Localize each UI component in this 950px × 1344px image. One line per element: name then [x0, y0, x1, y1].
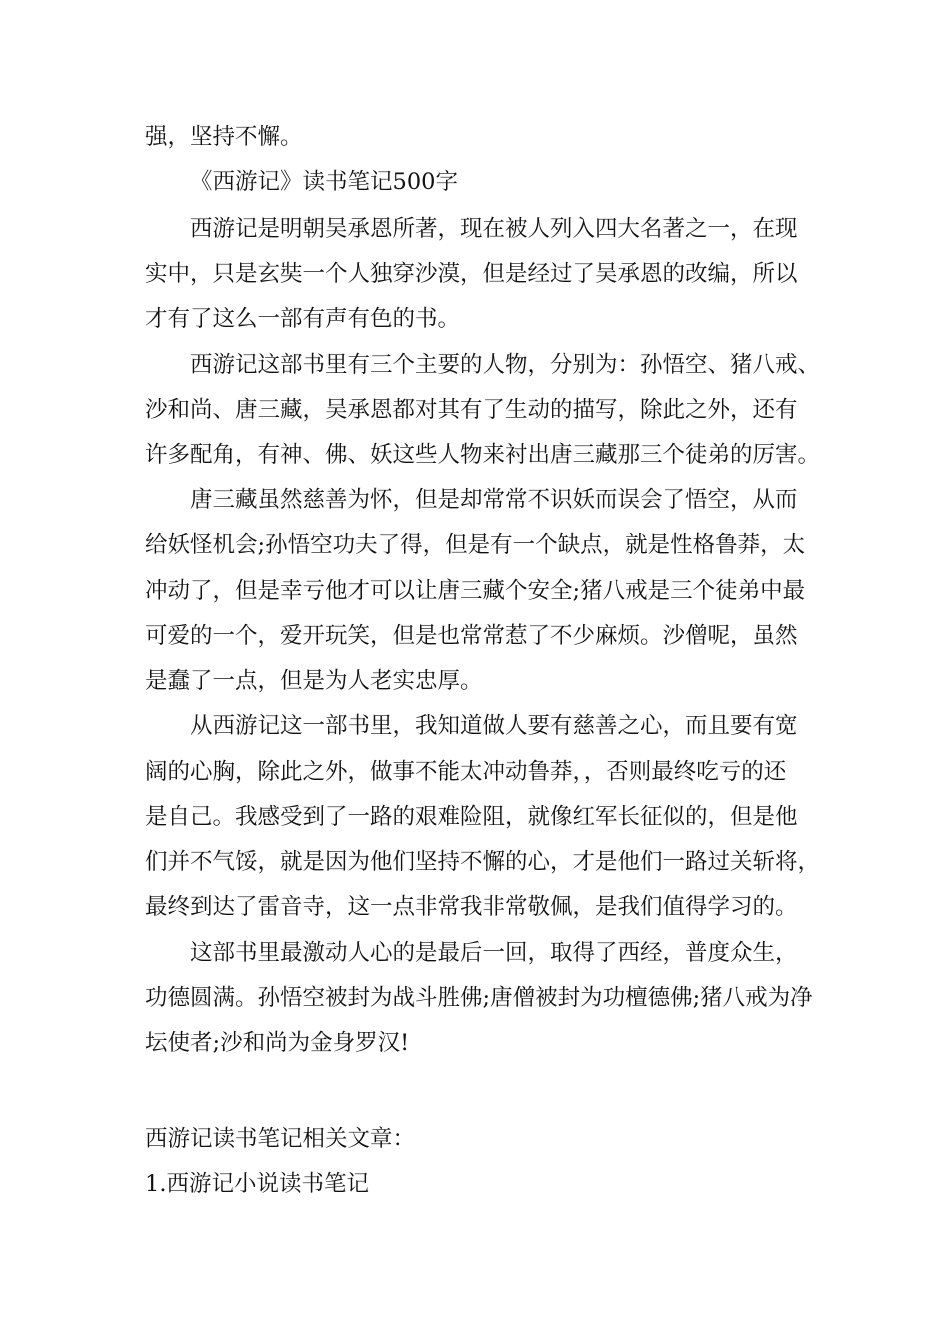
- related-articles-heading: 西游记读书笔记相关文章：: [145, 1126, 416, 1152]
- paragraph-line: 从西游记这一部书里，我知道做人要有慈善之心，而且要有宽: [190, 713, 798, 739]
- paragraph-line: 实中，只是玄奘一个人独穿沙漠，但是经过了吴承恩的改编，所以: [145, 261, 798, 287]
- paragraph-line: 西游记是明朝吴承恩所著，现在被人列入四大名著之一，在现: [190, 216, 798, 242]
- paragraph-line: 许多配角，有神、佛、妖这些人物来衬出唐三藏那三个徒弟的厉害。: [145, 442, 821, 468]
- paragraph-line: 功德圆满。孙悟空被封为战斗胜佛;唐僧被封为功檀德佛;猪八戒为净: [145, 985, 813, 1011]
- paragraph-line: 是蠢了一点，但是为人老实忠厚。: [145, 668, 483, 694]
- paragraph-line: 才有了这么一部有声有色的书。: [145, 306, 461, 332]
- paragraph-line: 沙和尚、唐三藏，吴承恩都对其有了生动的描写，除此之外，还有: [145, 397, 798, 423]
- paragraph-line: 阔的心胸，除此之外，做事不能太冲动鲁莽，，否则最终吃亏的还: [145, 759, 787, 785]
- related-article-link[interactable]: 1.西游记小说读书笔记: [145, 1171, 369, 1197]
- paragraph-line: 坛使者;沙和尚为金身罗汉!: [145, 1030, 410, 1056]
- paragraph-line: 西游记这部书里有三个主要的人物，分别为：孙悟空、猪八戒、: [190, 352, 821, 378]
- paragraph-line: 冲动了，但是幸亏他才可以让唐三藏个安全;猪八戒是三个徒弟中最: [145, 578, 806, 604]
- paragraph-line: 唐三藏虽然慈善为怀，但是却常常不识妖而误会了悟空，从而: [190, 487, 798, 513]
- text-line: 强，坚持不懈。: [145, 124, 303, 150]
- paragraph-line: 最终到达了雷音寺，这一点非常我非常敬佩，是我们值得学习的。: [145, 894, 798, 920]
- section-title: 《西游记》读书笔记500字: [190, 169, 458, 195]
- paragraph-line: 给妖怪机会;孙悟空功夫了得，但是有一个缺点，就是性格鲁莽，太: [145, 532, 806, 558]
- paragraph-line: 可爱的一个，爱开玩笑，但是也常常惹了不少麻烦。沙僧呢，虽然: [145, 623, 798, 649]
- paragraph-line: 这部书里最激动人心的是最后一回，取得了西经，普度众生，: [190, 940, 798, 966]
- paragraph-line: 是自己。我感受到了一路的艰难险阻，就像红军长征似的，但是他: [145, 804, 798, 830]
- paragraph-line: 们并不气馁，就是因为他们坚持不懈的心，才是他们一路过关斩将，: [145, 849, 821, 875]
